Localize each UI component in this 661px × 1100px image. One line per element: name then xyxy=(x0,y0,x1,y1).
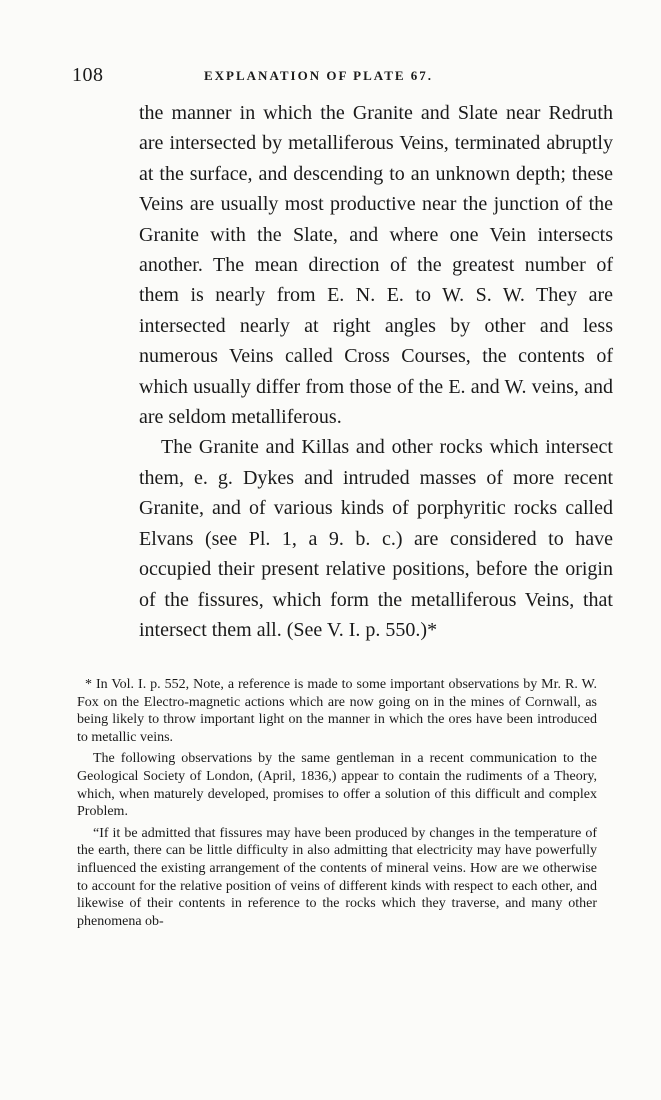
footnote-paragraph: The following observations by the same gentleman in a recent communication to the Geological Society of London, (April, 1836,) appear to contain the rudiments of a Theory, which, when maturely developed, promises to offer a solution of this difficult and complex Problem. xyxy=(77,751,597,820)
body-paragraph: The Granite and Killas and other rocks which intersect them, e. g. Dykes and intruded masses of more recent Granite, and of various kinds of porphyritic rocks called Elvans (see Pl. 1, a 9. b. c.) are considered to have occupied their present relative positions, before the origin of the fissures, which form the metalliferous Veins, that intersect them all. (See V. I. p. 550.)* xyxy=(139,436,613,641)
running-head: EXPLANATION OF PLATE 67. xyxy=(204,68,434,83)
page-number: 108 xyxy=(72,64,104,86)
footnotes xyxy=(77,676,597,934)
main-text xyxy=(139,98,613,645)
footnote-paragraph: “If it be admitted that fissures may have been produced by changes in the temperature of the earth, there can be little difficulty in also admitting that electricity may have powerfully influenced the existing arrangement of the contents of mineral veins. How are we otherwise to account for the relative position of veins of different kinds with respect to each other, and likewise of their contents in reference to the rocks which they traverse, and many other phenomena ob- xyxy=(77,825,597,929)
body-paragraph: the manner in which the Granite and Slate near Redruth are intersected by metalliferous Veins, terminated abruptly at the surface, and descending to an unknown depth; these Veins are usually most productive near the junction of the Granite with the Slate, and where one Vein intersects another. The mean direction of the greatest number of them is nearly from E. N. E. to W. S. W. They are intersected nearly at right angles by other and less numerous Veins called Cross Courses, the contents of which usually differ from those of the E. and W. veins, and are seldom metalliferous. xyxy=(139,102,613,429)
footnote-paragraph: * In Vol. I. p. 552, Note, a reference is made to some important observations by Mr. R. W. Fox on the Electro-magnetic actions which are now going on in the mines of Cornwall, as being likely to throw important light on the manner in which the ores have been introduced to metallic veins. xyxy=(77,677,597,745)
page-header xyxy=(72,64,612,90)
